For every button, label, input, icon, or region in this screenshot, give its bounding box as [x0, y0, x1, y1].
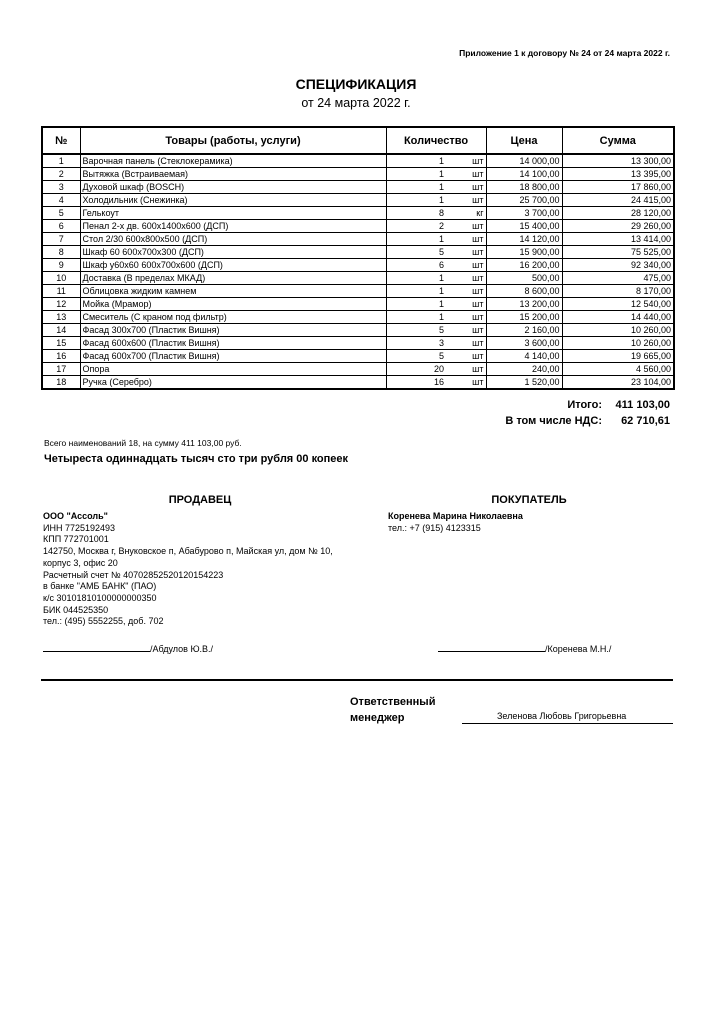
cell-price: 15 400,00 [486, 220, 562, 233]
cell-qty: 20 [386, 363, 446, 376]
cell-unit: шт [446, 324, 486, 337]
table-row [42, 324, 674, 337]
buyer-signature-name: /Коренева М.Н./ [545, 644, 612, 654]
table-header-row [42, 127, 674, 154]
cell-sum: 14 440,00 [562, 311, 674, 324]
cell-name: Мойка (Мрамор) [80, 298, 386, 311]
cell-unit: шт [446, 298, 486, 311]
cell-sum: 13 414,00 [562, 233, 674, 246]
table-row [42, 337, 674, 350]
cell-unit: шт [446, 363, 486, 376]
cell-sum: 12 540,00 [562, 298, 674, 311]
seller-signature-name: /Абдулов Ю.В./ [150, 644, 214, 654]
items-count-line: Всего наименований 18, на сумму 411 103,00 руб. [44, 438, 242, 448]
table-row [42, 194, 674, 207]
table-row [42, 154, 674, 168]
cell-price: 3 700,00 [486, 207, 562, 220]
cell-unit: шт [446, 272, 486, 285]
document-date: от 24 марта 2022 г. [301, 96, 411, 110]
cell-num: 12 [42, 298, 80, 311]
cell-name: Фасад 600х600 (Пластик Вишня) [80, 337, 386, 350]
buyer-phone: тел.: +7 (915) 4123315 [388, 522, 481, 533]
cell-sum: 475,00 [562, 272, 674, 285]
cell-price: 25 700,00 [486, 194, 562, 207]
cell-unit: шт [446, 350, 486, 363]
cell-price: 13 200,00 [486, 298, 562, 311]
cell-unit: шт [446, 233, 486, 246]
cell-qty: 6 [386, 259, 446, 272]
cell-unit: шт [446, 181, 486, 194]
cell-num: 9 [42, 259, 80, 272]
cell-qty: 1 [386, 272, 446, 285]
table-row [42, 181, 674, 194]
cell-name: Холодильник (Снежинка) [80, 194, 386, 207]
seller-kpp: КПП 772701001 [43, 534, 109, 545]
cell-qty: 2 [386, 220, 446, 233]
cell-price: 8 600,00 [486, 285, 562, 298]
col-header-sum: Сумма [562, 127, 674, 154]
cell-name: Опора [80, 363, 386, 376]
cell-sum: 29 260,00 [562, 220, 674, 233]
cell-price: 2 160,00 [486, 324, 562, 337]
cell-unit: шт [446, 154, 486, 168]
cell-qty: 1 [386, 298, 446, 311]
manager-signature-line [462, 723, 673, 724]
cell-name: Гелькоут [80, 207, 386, 220]
cell-price: 16 200,00 [486, 259, 562, 272]
cell-unit: шт [446, 311, 486, 324]
cell-unit: шт [446, 220, 486, 233]
cell-sum: 8 170,00 [562, 285, 674, 298]
manager-name: Зеленова Любовь Григорьевна [497, 711, 627, 721]
divider-line [41, 679, 673, 681]
table-body [42, 154, 674, 389]
cell-name: Фасад 600х700 (Пластик Вишня) [80, 350, 386, 363]
cell-name: Вытяжка (Встраиваемая) [80, 168, 386, 181]
buyer-details [388, 511, 678, 534]
cell-qty: 1 [386, 285, 446, 298]
cell-qty: 5 [386, 350, 446, 363]
cell-name: Шкаф 60 600х700х300 (ДСП) [80, 246, 386, 259]
cell-name: Фасад 300х700 (Пластик Вишня) [80, 324, 386, 337]
cell-price: 240,00 [486, 363, 562, 376]
table-row [42, 168, 674, 181]
cell-name: Стол 2/30 600х800х500 (ДСП) [80, 233, 386, 246]
cell-qty: 1 [386, 194, 446, 207]
buyer-signature [438, 642, 611, 654]
cell-sum: 13 300,00 [562, 154, 674, 168]
cell-sum: 28 120,00 [562, 207, 674, 220]
cell-qty: 5 [386, 246, 446, 259]
table-row [42, 233, 674, 246]
cell-price: 14 000,00 [486, 154, 562, 168]
cell-price: 15 200,00 [486, 311, 562, 324]
cell-sum: 4 560,00 [562, 363, 674, 376]
document-title: СПЕЦИФИКАЦИЯ [295, 76, 417, 92]
cell-qty: 5 [386, 324, 446, 337]
cell-num: 6 [42, 220, 80, 233]
vat-value: 62 710,61 [621, 415, 670, 427]
cell-qty: 1 [386, 154, 446, 168]
cell-qty: 16 [386, 376, 446, 390]
cell-price: 18 800,00 [486, 181, 562, 194]
cell-unit: шт [446, 337, 486, 350]
cell-num: 15 [42, 337, 80, 350]
seller-corr-account: к/с 30101810100000000350 [43, 592, 157, 603]
manager-label-line2: менеджер [350, 712, 405, 724]
cell-sum: 19 665,00 [562, 350, 674, 363]
appendix-note: Приложение 1 к договору № 24 от 24 марта 2022 г. [459, 48, 670, 58]
cell-name: Духовой шкаф (BOSCH) [80, 181, 386, 194]
table-row [42, 350, 674, 363]
seller-bik: БИК 044525350 [43, 604, 109, 615]
table-row [42, 246, 674, 259]
seller-inn: ИНН 7725192493 [43, 522, 116, 533]
table-row [42, 376, 674, 390]
cell-name: Ручка (Серебро) [80, 376, 386, 390]
cell-num: 7 [42, 233, 80, 246]
table-row [42, 220, 674, 233]
cell-num: 17 [42, 363, 80, 376]
cell-price: 3 600,00 [486, 337, 562, 350]
seller-address: 142750, Москва г, Внуковское п, Абабурово п, Майская ул, дом № 10, корпус 3, офис 20 [43, 546, 333, 568]
col-header-price: Цена [486, 127, 562, 154]
cell-num: 18 [42, 376, 80, 390]
cell-sum: 13 395,00 [562, 168, 674, 181]
cell-name: Пенал 2-х дв. 600х1400х600 (ДСП) [80, 220, 386, 233]
cell-unit: шт [446, 259, 486, 272]
cell-sum: 24 415,00 [562, 194, 674, 207]
cell-num: 8 [42, 246, 80, 259]
seller-account: Расчетный счет № 40702852520120154223 [43, 569, 224, 580]
cell-name: Варочная панель (Стеклокерамика) [80, 154, 386, 168]
cell-qty: 8 [386, 207, 446, 220]
cell-qty: 3 [386, 337, 446, 350]
specification-table [41, 126, 675, 390]
cell-num: 10 [42, 272, 80, 285]
total-label: Итого: [567, 399, 602, 411]
cell-price: 14 120,00 [486, 233, 562, 246]
seller-details [43, 511, 359, 628]
table-row [42, 272, 674, 285]
cell-num: 16 [42, 350, 80, 363]
cell-qty: 1 [386, 168, 446, 181]
cell-qty: 1 [386, 233, 446, 246]
table-row [42, 298, 674, 311]
cell-num: 1 [42, 154, 80, 168]
cell-num: 2 [42, 168, 80, 181]
table-row [42, 363, 674, 376]
seller-name: ООО "Ассоль" [43, 511, 108, 521]
cell-price: 4 140,00 [486, 350, 562, 363]
cell-unit: кг [446, 207, 486, 220]
cell-unit: шт [446, 168, 486, 181]
cell-unit: шт [446, 376, 486, 390]
cell-sum: 10 260,00 [562, 324, 674, 337]
cell-unit: шт [446, 194, 486, 207]
cell-price: 500,00 [486, 272, 562, 285]
cell-num: 11 [42, 285, 80, 298]
cell-price: 14 100,00 [486, 168, 562, 181]
buyer-name: Коренева Марина Николаевна [388, 511, 523, 521]
table-row [42, 311, 674, 324]
cell-sum: 17 860,00 [562, 181, 674, 194]
cell-qty: 1 [386, 311, 446, 324]
col-header-num: № [42, 127, 80, 154]
cell-num: 3 [42, 181, 80, 194]
cell-num: 5 [42, 207, 80, 220]
seller-signature [43, 642, 213, 654]
seller-phone: тел.: (495) 5552255, доб. 702 [43, 616, 164, 627]
cell-price: 1 520,00 [486, 376, 562, 390]
col-header-goods: Товары (работы, услуги) [80, 127, 386, 154]
total-value: 411 103,00 [615, 399, 670, 411]
cell-unit: шт [446, 285, 486, 298]
seller-bank: в банке "АМБ БАНК" (ПАО) [43, 581, 157, 592]
buyer-signature-line [438, 642, 545, 652]
vat-label: В том числе НДС: [505, 415, 602, 427]
table-row [42, 259, 674, 272]
cell-num: 13 [42, 311, 80, 324]
buyer-heading: ПОКУПАТЕЛЬ [491, 494, 567, 506]
seller-signature-line [43, 642, 150, 652]
cell-sum: 23 104,00 [562, 376, 674, 390]
table-row [42, 207, 674, 220]
col-header-qty: Количество [386, 127, 486, 154]
table-row [42, 285, 674, 298]
cell-name: Шкаф у60х60 600х700х600 (ДСП) [80, 259, 386, 272]
cell-sum: 10 260,00 [562, 337, 674, 350]
cell-name: Смеситель (С краном под фильтр) [80, 311, 386, 324]
cell-sum: 75 525,00 [562, 246, 674, 259]
cell-num: 4 [42, 194, 80, 207]
manager-label-line1: Ответственный [350, 696, 436, 708]
cell-qty: 1 [386, 181, 446, 194]
cell-name: Облицовка жидким камнем [80, 285, 386, 298]
cell-name: Доставка (В пределах МКАД) [80, 272, 386, 285]
cell-sum: 92 340,00 [562, 259, 674, 272]
cell-price: 15 900,00 [486, 246, 562, 259]
cell-num: 14 [42, 324, 80, 337]
amount-in-words: Четыреста одиннадцать тысяч сто три рубля 00 копеек [44, 453, 349, 465]
manager-label [350, 694, 460, 726]
cell-unit: шт [446, 246, 486, 259]
seller-heading: ПРОДАВЕЦ [168, 494, 232, 506]
